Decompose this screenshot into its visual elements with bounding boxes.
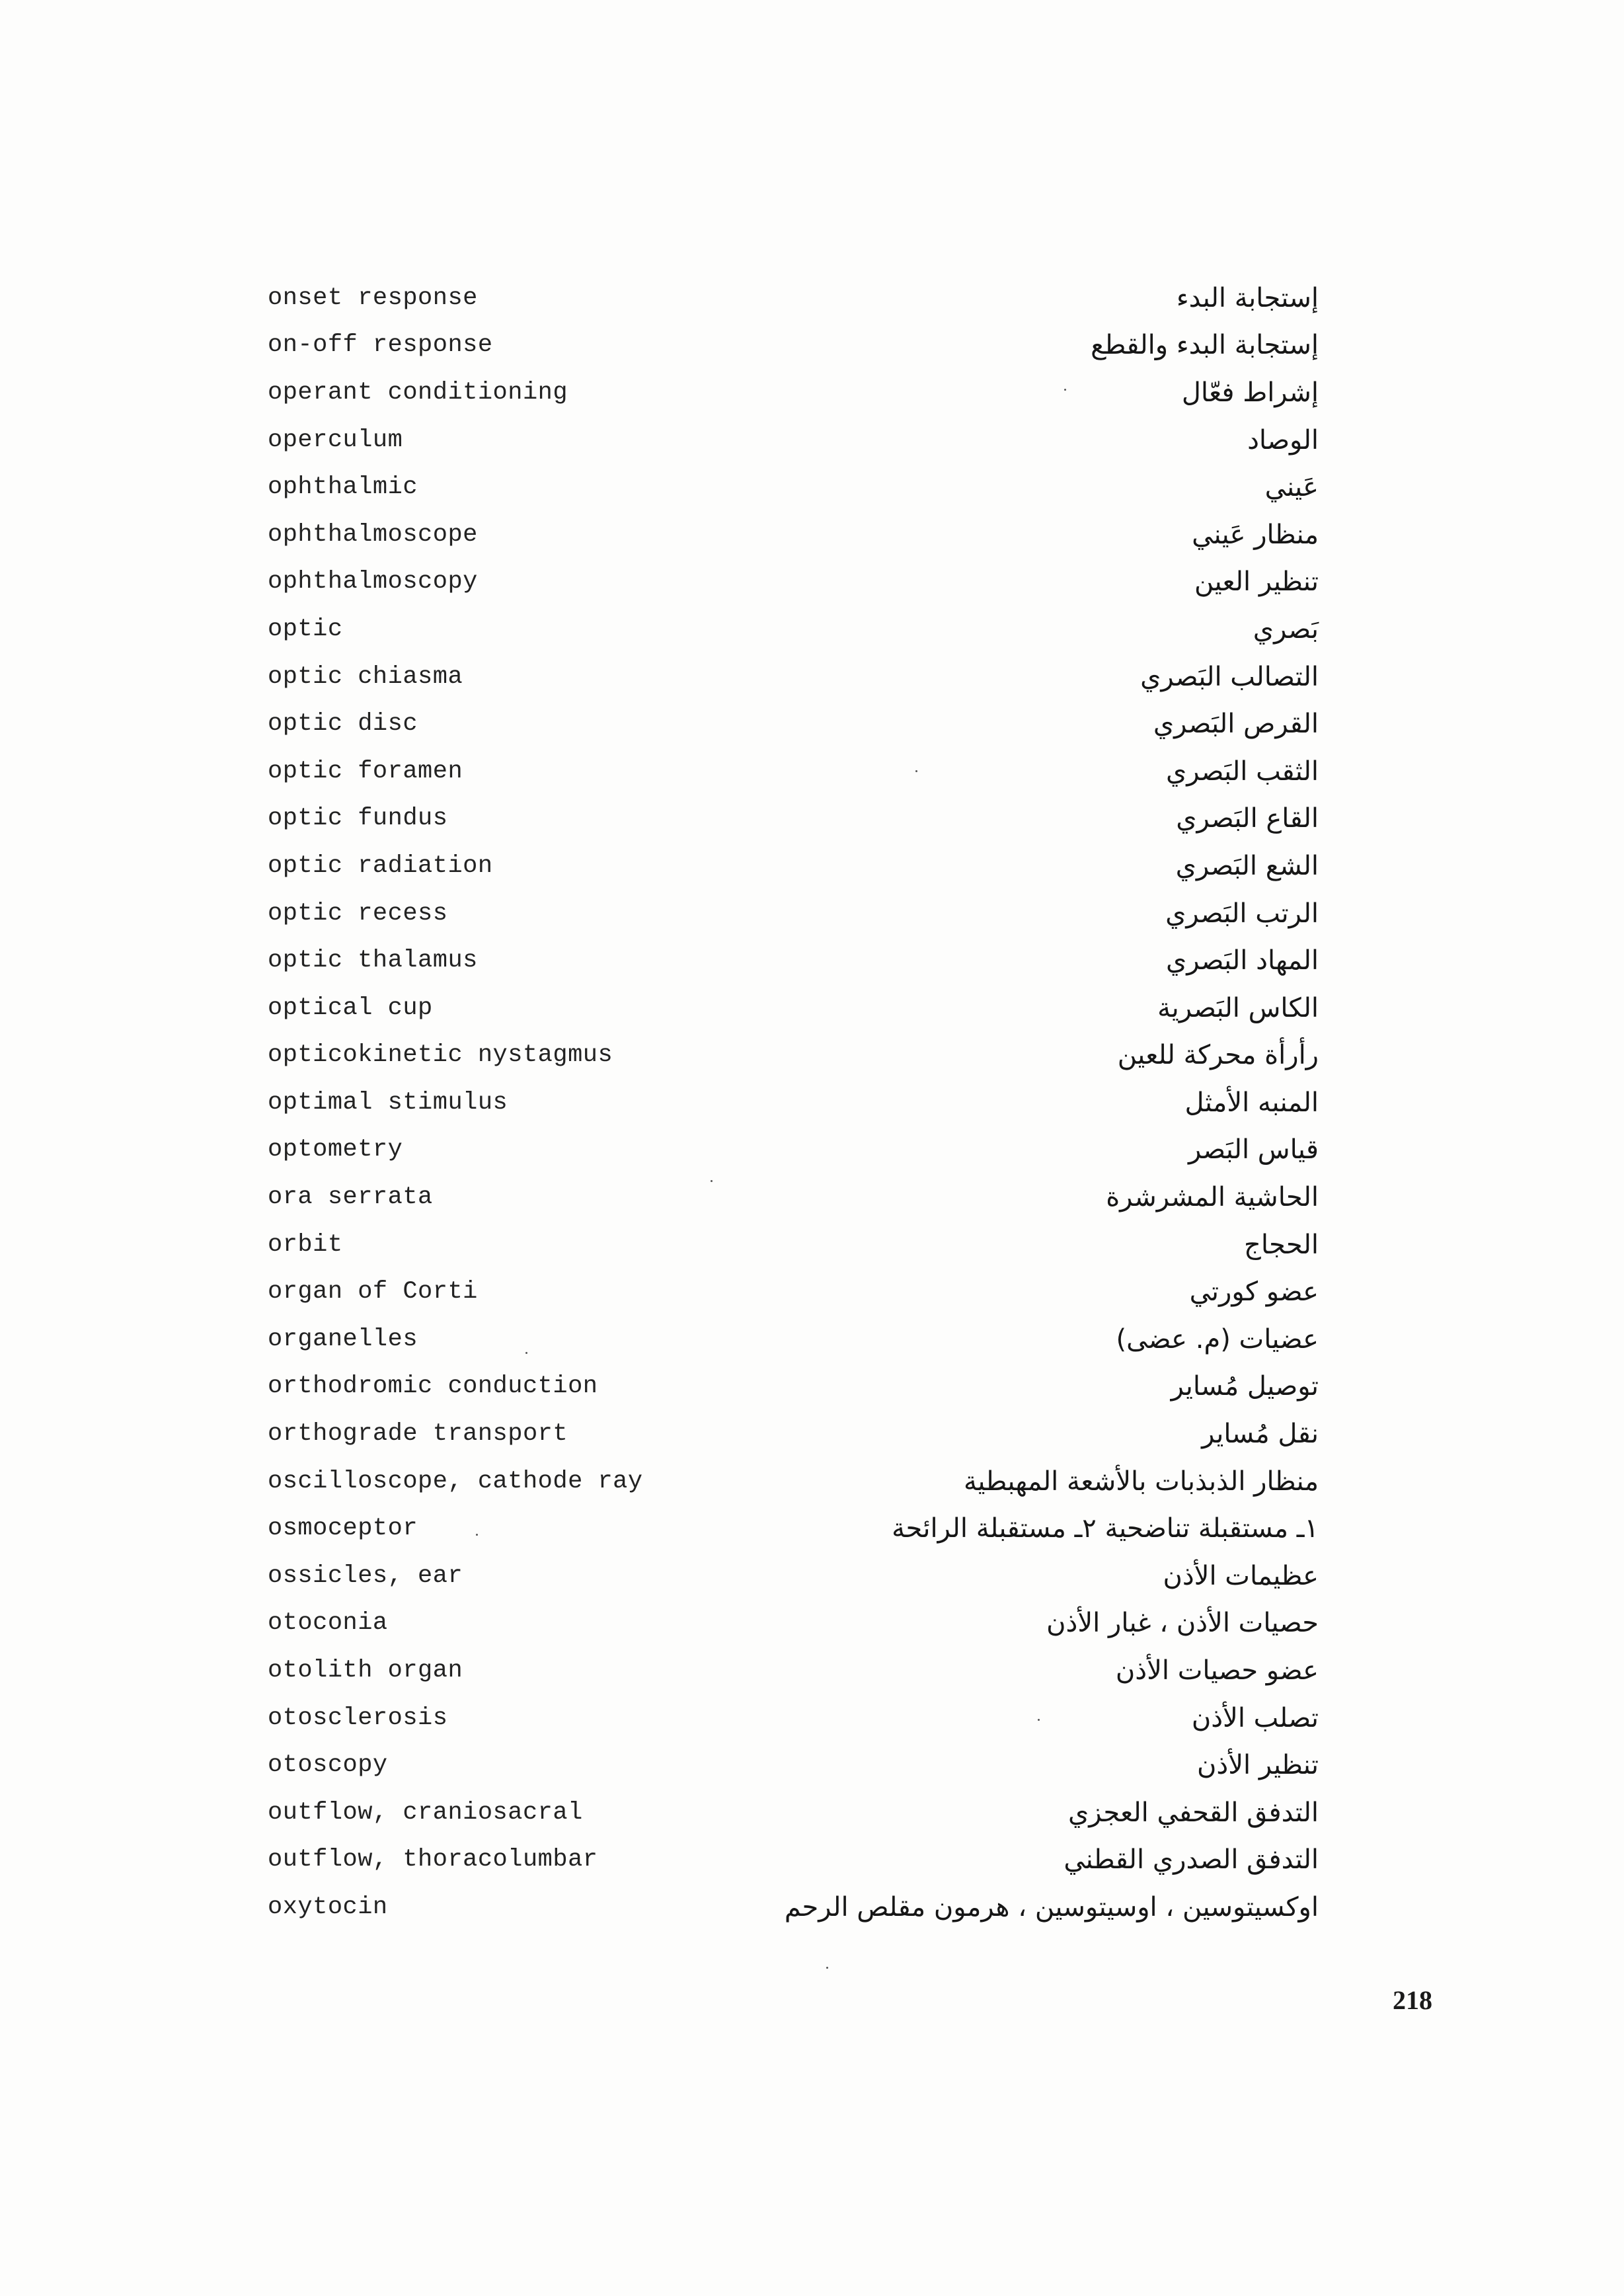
glossary-entry: [268, 463, 1319, 511]
arabic-term: نقل مُساير: [1202, 1419, 1319, 1450]
arabic-term: الحاشية المشرشرة: [1106, 1182, 1319, 1213]
glossary-entry: [268, 795, 1319, 843]
english-term: ophthalmoscope: [268, 520, 478, 549]
glossary-entry: [268, 842, 1319, 890]
english-term: oxytocin: [268, 1893, 388, 1921]
arabic-term: القاع البَصري: [1176, 803, 1319, 834]
arabic-term: ١ـ مستقبلة تناضحية ٢ـ مستقبلة الرائحة: [892, 1513, 1319, 1544]
english-term: optic recess: [268, 899, 448, 928]
glossary-entry: [268, 1694, 1319, 1742]
arabic-term: إستجابة البدء: [1176, 282, 1319, 313]
english-term: optic fundus: [268, 805, 448, 833]
glossary-entry: [268, 1458, 1319, 1505]
glossary-entry: [268, 1173, 1319, 1221]
glossary-entry: [268, 322, 1319, 370]
english-term: orthograde transport: [268, 1420, 568, 1448]
english-term: optic chiasma: [268, 662, 463, 691]
english-term: optic: [268, 615, 343, 643]
english-term: otolith organ: [268, 1657, 463, 1685]
arabic-term: عظيمات الأذن: [1163, 1560, 1319, 1591]
glossary-entry: [268, 511, 1319, 559]
english-term: orbit: [268, 1230, 343, 1259]
english-term: optic foramen: [268, 757, 463, 785]
arabic-term: التصالب البَصري: [1140, 661, 1319, 692]
arabic-term: عضيات (م. عضى): [1116, 1324, 1319, 1355]
english-term: organ of Corti: [268, 1278, 478, 1306]
scan-speck: [1064, 389, 1066, 391]
english-term: optometry: [268, 1136, 403, 1164]
english-term: osmoceptor: [268, 1515, 418, 1543]
glossary-entry: [268, 937, 1319, 984]
english-term: oscilloscope, cathode ray: [268, 1467, 643, 1495]
english-term: ophthalmoscopy: [268, 568, 478, 596]
english-term: otoconia: [268, 1609, 388, 1638]
english-term: ophthalmic: [268, 473, 418, 502]
arabic-term: الحجاج: [1244, 1229, 1319, 1260]
glossary-entry: [268, 1837, 1319, 1884]
arabic-term: رأرأة محركة للعين: [1117, 1040, 1319, 1071]
glossary-entry: [268, 1883, 1319, 1931]
arabic-term: توصيل مُساير: [1171, 1371, 1319, 1402]
glossary-entry: [268, 559, 1319, 606]
arabic-term: الوصاد: [1247, 424, 1319, 455]
arabic-term: التدفق القحفي العجزي: [1067, 1797, 1319, 1828]
arabic-term: تنظير الأذن: [1197, 1750, 1319, 1781]
arabic-term: التدفق الصدري القطني: [1063, 1844, 1319, 1876]
glossary-entry: [268, 1079, 1319, 1127]
glossary-entry: [268, 1127, 1319, 1174]
arabic-term: قياس البَصر: [1188, 1134, 1319, 1166]
arabic-term: القرص البَصري: [1153, 709, 1319, 740]
english-term: optic radiation: [268, 851, 493, 880]
arabic-term: اوكسيتوسين ، اوسيتوسين ، هرمون مقلص الرحم: [784, 1891, 1319, 1922]
arabic-term: منظار عَيني: [1192, 519, 1319, 550]
english-term: otosclerosis: [268, 1704, 448, 1732]
glossary-entry: [268, 1600, 1319, 1647]
glossary-entry: [268, 1032, 1319, 1080]
arabic-term: الثقب البَصري: [1165, 756, 1319, 787]
arabic-term: تصلب الأذن: [1191, 1702, 1319, 1733]
arabic-term: الكاس البَصرية: [1157, 992, 1319, 1023]
arabic-term: المهاد البَصري: [1165, 945, 1319, 976]
glossary-entry: [268, 1741, 1319, 1789]
arabic-term: عضو حصيات الأذن: [1115, 1655, 1319, 1686]
english-term: ossicles, ear: [268, 1562, 463, 1590]
english-term: opticokinetic nystagmus: [268, 1041, 613, 1070]
scan-speck: [826, 1967, 828, 1969]
glossary-entry: [268, 1552, 1319, 1600]
english-term: optic thalamus: [268, 947, 478, 975]
english-term: operant conditioning: [268, 378, 568, 407]
english-term: onset response: [268, 284, 478, 312]
arabic-term: عَيني: [1264, 472, 1319, 503]
scan-speck: [1038, 1719, 1040, 1721]
glossary-entry: [268, 984, 1319, 1032]
glossary-entry: [268, 1505, 1319, 1552]
glossary-entry: [268, 1268, 1319, 1316]
glossary-entry: [268, 1316, 1319, 1363]
glossary-entry: [268, 606, 1319, 653]
english-term: on-off response: [268, 331, 493, 360]
scan-speck: [525, 1352, 527, 1354]
english-term: optic disc: [268, 710, 418, 738]
scan-speck: [915, 770, 917, 772]
english-term: outflow, thoracolumbar: [268, 1846, 598, 1874]
english-term: otoscopy: [268, 1751, 388, 1780]
glossary-entry: [268, 890, 1319, 937]
glossary-entry: [268, 1410, 1319, 1458]
arabic-term: بَصري: [1253, 614, 1319, 645]
glossary-entry: [268, 1789, 1319, 1837]
english-term: organelles: [268, 1325, 418, 1353]
arabic-term: عضو كورتي: [1189, 1277, 1319, 1308]
scan-speck: [476, 1534, 478, 1536]
arabic-term: منظار الذبذبات بالأشعة المهبطية: [963, 1466, 1319, 1497]
english-term: ora serrata: [268, 1183, 433, 1212]
arabic-term: تنظير العين: [1194, 567, 1319, 598]
arabic-term: المنبه الأمثل: [1184, 1087, 1319, 1118]
glossary-entry: [268, 748, 1319, 795]
page-number: 218: [1393, 1985, 1432, 2015]
glossary-entry: [268, 1363, 1319, 1411]
glossary-entry: [268, 369, 1319, 416]
english-term: optimal stimulus: [268, 1088, 508, 1117]
arabic-term: حصيات الأذن ، غبار الأذن: [1046, 1608, 1319, 1639]
glossary-entry: [268, 1647, 1319, 1694]
glossary-entry: [268, 1221, 1319, 1269]
glossary-entry: [268, 700, 1319, 748]
english-term: outflow, craniosacral: [268, 1798, 583, 1827]
glossary-entry: [268, 416, 1319, 464]
english-term: operculum: [268, 426, 403, 454]
arabic-term: إشراط فعّال: [1181, 377, 1319, 408]
scan-speck: [711, 1180, 713, 1182]
english-term: optical cup: [268, 994, 433, 1022]
arabic-term: إستجابة البدء والقطع: [1091, 330, 1319, 361]
glossary-entry: [268, 653, 1319, 701]
arabic-term: الرتب البَصري: [1165, 898, 1319, 929]
english-term: orthodromic conduction: [268, 1372, 598, 1401]
arabic-term: الشع البَصري: [1175, 850, 1319, 881]
glossary-list: [268, 274, 1319, 1931]
glossary-entry: [268, 274, 1319, 322]
